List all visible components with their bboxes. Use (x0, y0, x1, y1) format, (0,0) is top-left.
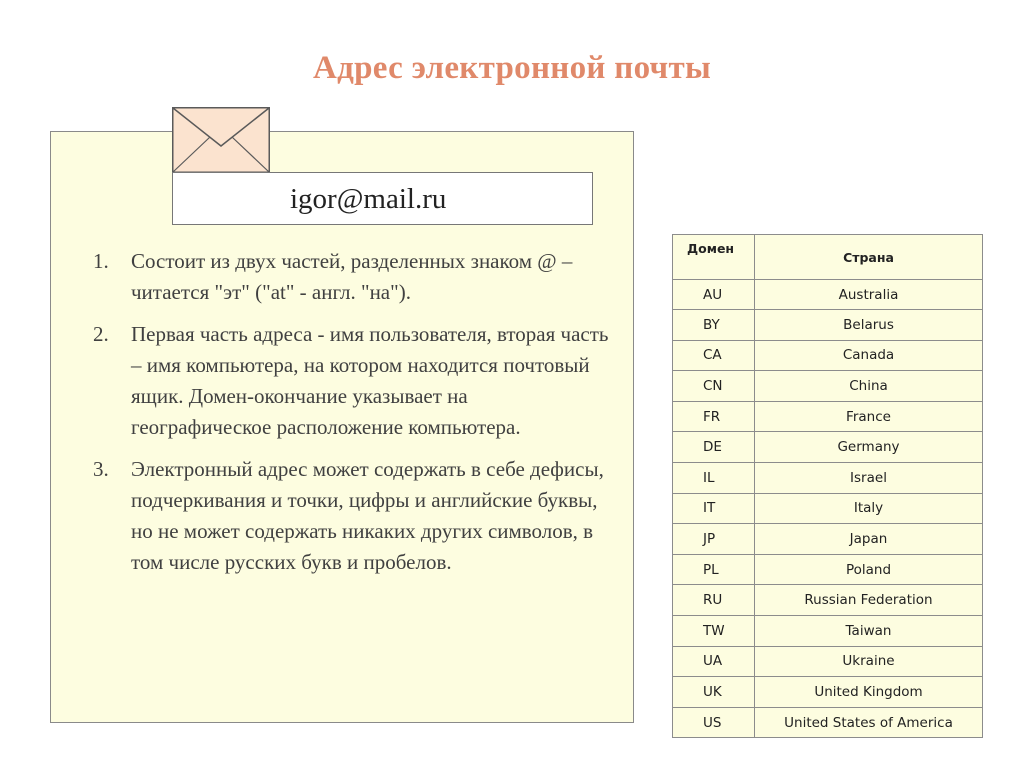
table-body (673, 280, 983, 738)
envelope-icon (172, 107, 270, 173)
table-row (673, 432, 983, 463)
email-example: igor@mail.ru (172, 172, 593, 225)
domain-table (672, 234, 983, 738)
country-cell: Russian Federation (755, 585, 983, 616)
domain-code-cell: UA (673, 646, 755, 677)
country-cell: China (755, 371, 983, 402)
domain-code-cell: IL (673, 462, 755, 493)
list-item-text: Первая часть адреса - имя пользователя, вторая часть – имя компьютера, на котором находится почтовый ящик. Домен-окончание указывает на географическое расположение компьютера. (131, 322, 609, 439)
domain-code-cell: UK (673, 677, 755, 708)
table-row (673, 524, 983, 555)
table-row (673, 310, 983, 341)
country-cell: Belarus (755, 310, 983, 341)
country-cell: Poland (755, 554, 983, 585)
list-item (93, 454, 613, 578)
country-cell: Taiwan (755, 615, 983, 646)
table-row (673, 585, 983, 616)
domain-code-cell: TW (673, 615, 755, 646)
points-list (93, 246, 613, 589)
country-cell: United States of America (755, 707, 983, 738)
country-cell: Canada (755, 340, 983, 371)
country-cell: Italy (755, 493, 983, 524)
domain-code-cell: DE (673, 432, 755, 463)
table-row (673, 677, 983, 708)
table-row (673, 493, 983, 524)
header-domain: Домен (673, 235, 755, 280)
country-cell: Germany (755, 432, 983, 463)
list-item-text: Электронный адрес может содержать в себе дефисы, подчеркивания и точки, цифры и английские буквы, но не может содержать никаких других символов, в том числе русских букв и пробелов. (131, 457, 604, 574)
table-row (673, 401, 983, 432)
list-item (93, 246, 613, 308)
table-row (673, 280, 983, 310)
header-country: Страна (755, 235, 983, 280)
domain-code-cell: CN (673, 371, 755, 402)
domain-code-cell: JP (673, 524, 755, 555)
domain-code-cell: US (673, 707, 755, 738)
domain-code-cell: AU (673, 280, 755, 310)
table-row (673, 615, 983, 646)
list-item-number: 1. (93, 249, 109, 273)
list-item-text: Состоит из двух частей, разделенных знаком @ – читается "эт" ("at" - англ. "на"). (131, 249, 573, 304)
table-row (673, 554, 983, 585)
domain-code-cell: BY (673, 310, 755, 341)
table-header-row (673, 235, 983, 280)
country-cell: Australia (755, 280, 983, 310)
page-title: Адрес электронной почты (312, 50, 712, 86)
country-cell: France (755, 401, 983, 432)
domain-code-cell: FR (673, 401, 755, 432)
list-item-number: 3. (93, 457, 109, 481)
country-cell: Ukraine (755, 646, 983, 677)
table-row (673, 707, 983, 738)
table-row (673, 462, 983, 493)
list-item-number: 2. (93, 322, 109, 346)
domain-code-cell: RU (673, 585, 755, 616)
country-cell: Japan (755, 524, 983, 555)
country-cell: Israel (755, 462, 983, 493)
country-cell: United Kingdom (755, 677, 983, 708)
table-row (673, 646, 983, 677)
list-item (93, 319, 613, 443)
domain-code-cell: CA (673, 340, 755, 371)
domain-code-cell: PL (673, 554, 755, 585)
domain-code-cell: IT (673, 493, 755, 524)
table-row (673, 340, 983, 371)
table-row (673, 371, 983, 402)
